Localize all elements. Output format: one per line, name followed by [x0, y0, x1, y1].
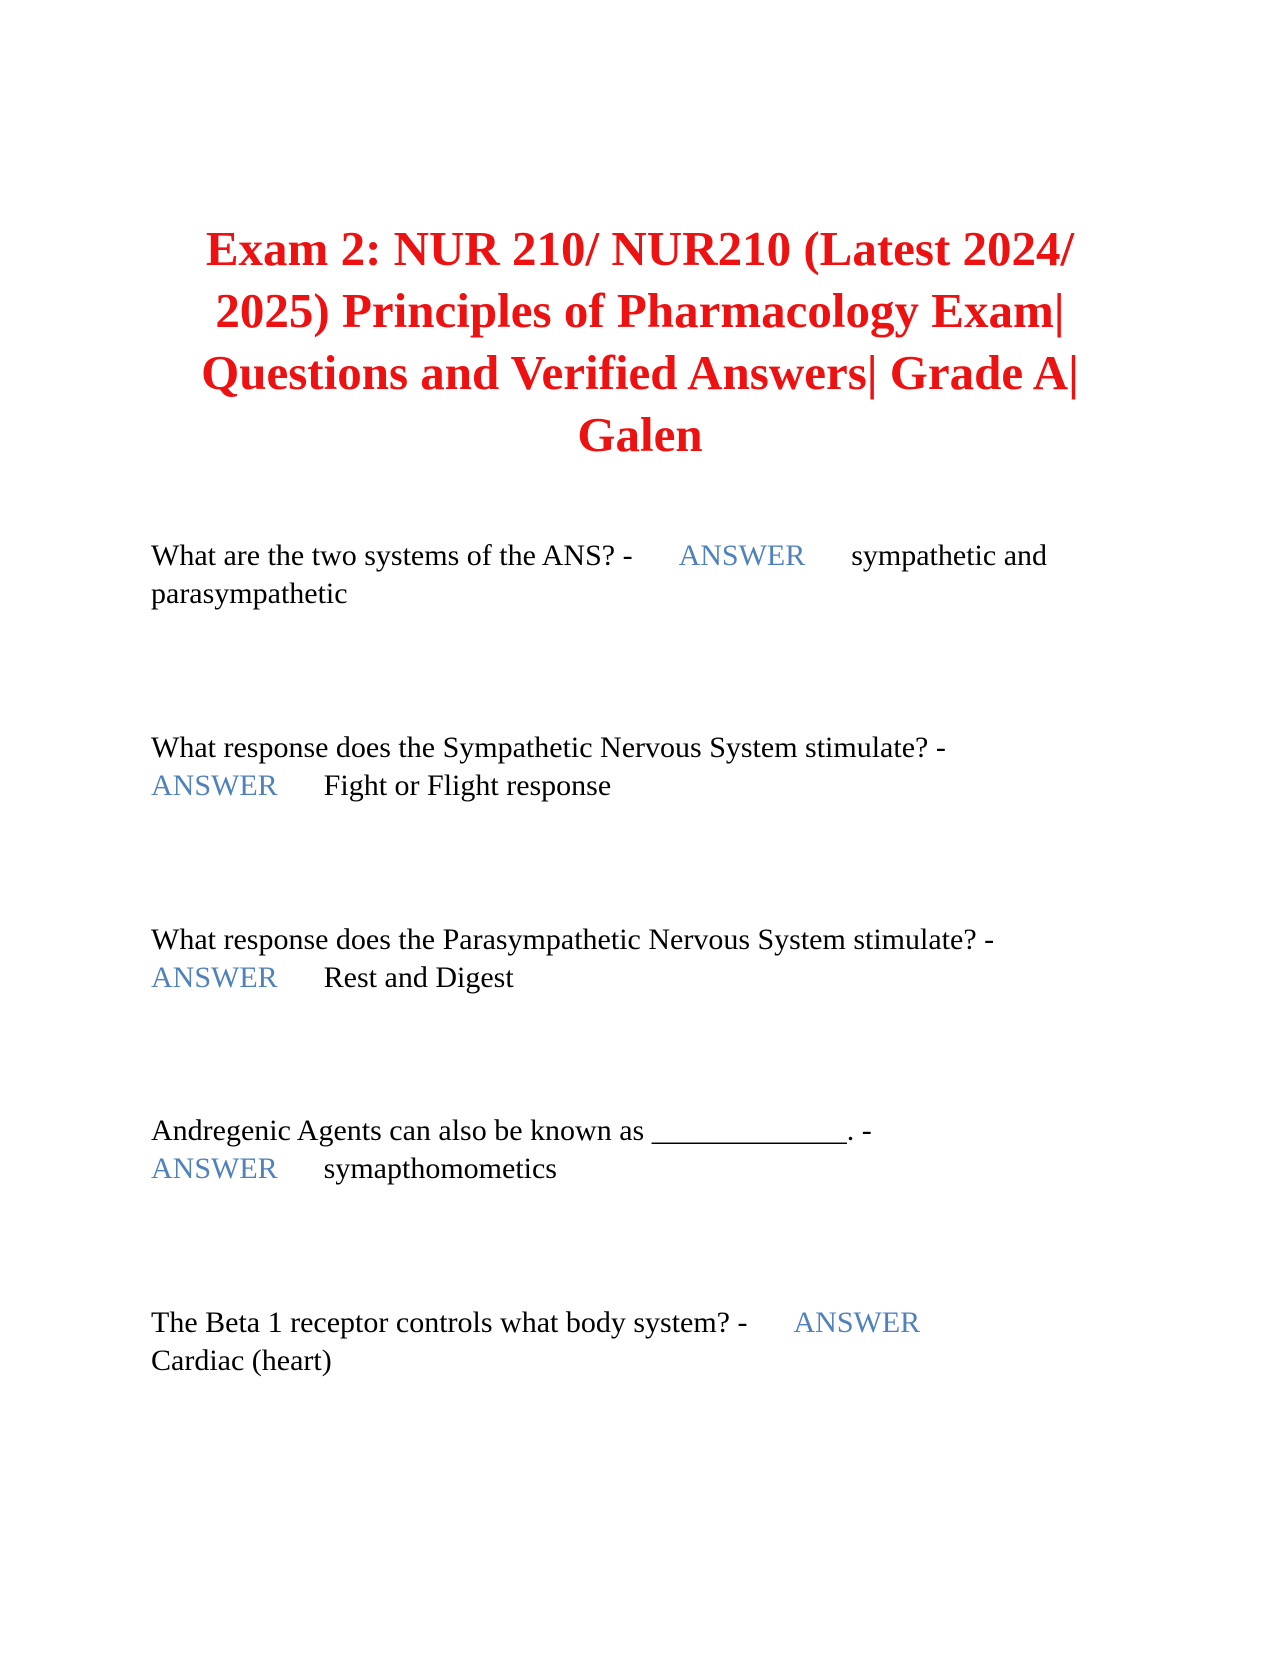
answer-text: Rest and Digest — [323, 961, 514, 994]
answer-text: Cardiac (heart) — [151, 1344, 332, 1377]
document-title: Exam 2: NUR 210/ NUR210 (Latest 2024/ 2025) Principles of Pharmacology Exam| Questions and Verified Answers| Grade A| Galen — [201, 221, 1079, 462]
answer-text: sympathetic and parasympathetic — [151, 539, 1048, 610]
qa-item — [151, 729, 1111, 805]
qa-item — [151, 1112, 1111, 1188]
answer-text: Fight or Flight response — [323, 769, 612, 802]
answer-label: ANSWER — [151, 961, 278, 994]
answer-text: symapthomometics — [323, 1152, 557, 1185]
qa-item — [151, 537, 1111, 613]
answer-label: ANSWER — [793, 1306, 921, 1339]
question-text: What response does the Sympathetic Nervous System stimulate? - — [151, 731, 946, 764]
answer-label: ANSWER — [151, 1152, 278, 1185]
question-text: The Beta 1 receptor controls what body system? - — [151, 1306, 748, 1339]
question-text: Andregenic Agents can also be known as _____________. - — [151, 1114, 872, 1147]
qa-item — [151, 921, 1111, 997]
answer-label: ANSWER — [678, 539, 806, 572]
question-text: What response does the Parasympathetic Nervous System stimulate? - — [151, 923, 995, 956]
answer-label: ANSWER — [151, 769, 278, 802]
qa-item — [151, 1304, 1111, 1380]
question-text: What are the two systems of the ANS? - — [151, 539, 633, 572]
